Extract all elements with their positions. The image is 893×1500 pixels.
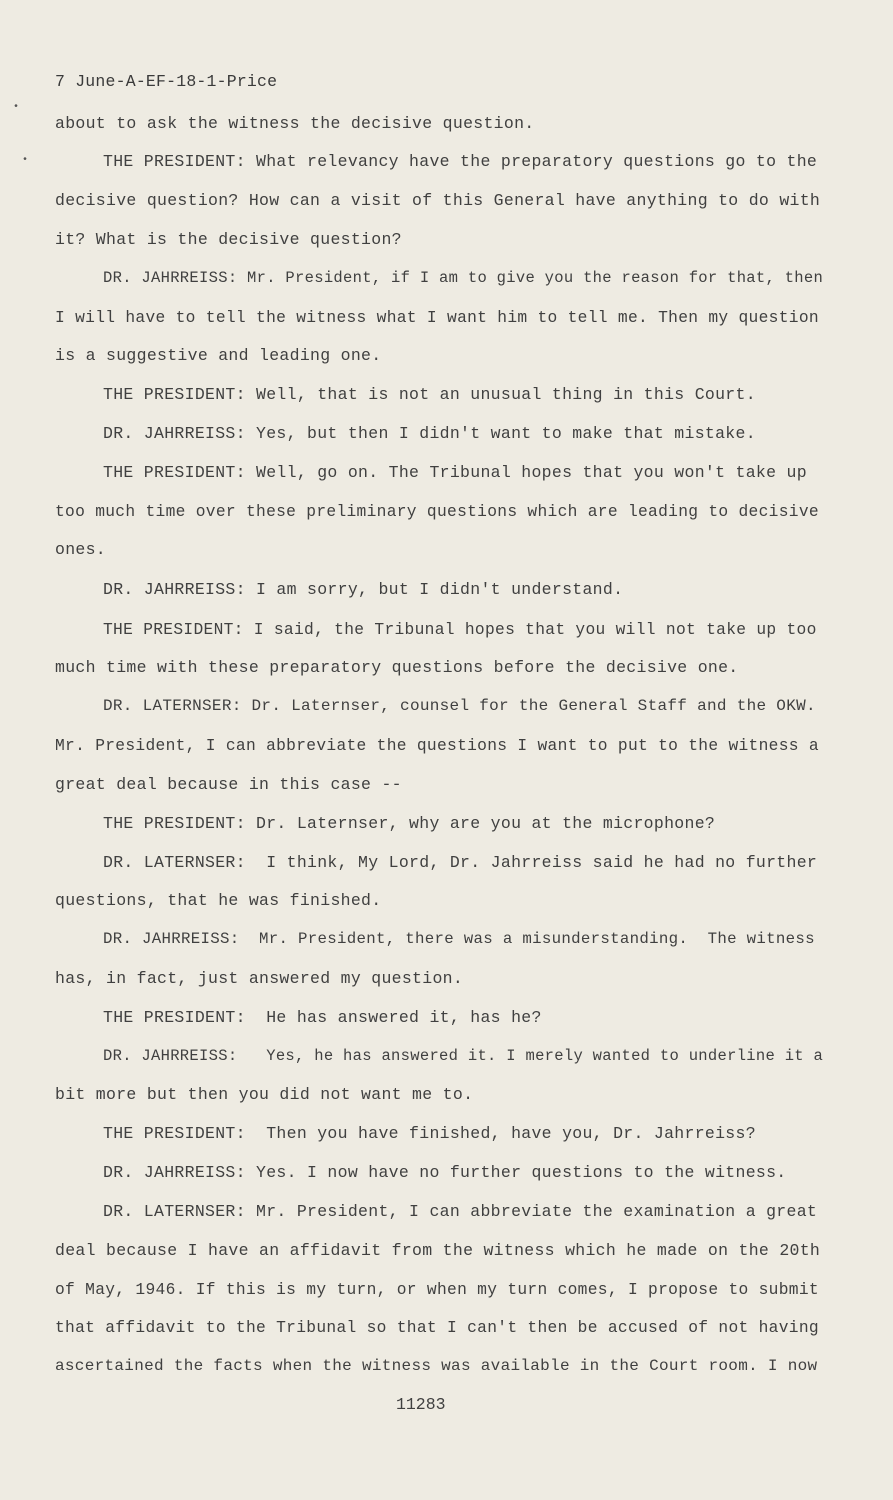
text-line: DR. JAHRREISS: Mr. President, if I am to give you the reason for that, then — [103, 269, 824, 287]
text-line: DR. JAHRREISS: Yes. I now have no further questions to the witness. — [103, 1163, 787, 1182]
text-line: DR. LATERNSER: Dr. Laternser, counsel for the General Staff and the OKW. — [103, 697, 816, 715]
text-line: deal because I have an affidavit from the witness which he made on the 20th — [55, 1241, 821, 1260]
text-line: DR. LATERNSER: I think, My Lord, Dr. Jahrreiss said he had no further — [103, 853, 818, 872]
text-line: decisive question? How can a visit of this General have anything to do with — [55, 191, 821, 210]
text-line: THE PRESIDENT: Well, that is not an unusual thing in this Court. — [103, 385, 756, 404]
text-line: THE PRESIDENT: Dr. Laternser, why are you at the microphone? — [103, 814, 716, 833]
text-line: great deal because in this case -- — [55, 775, 402, 794]
text-line: bit more but then you did not want me to. — [55, 1085, 474, 1104]
text-line: DR. JAHRREISS: Yes, he has answered it. I merely wanted to underline it a — [103, 1047, 824, 1065]
text-line: has, in fact, just answered my question. — [55, 969, 464, 988]
text-line: is a suggestive and leading one. — [55, 346, 382, 365]
text-line: THE PRESIDENT: What relevancy have the preparatory questions go to the — [103, 152, 818, 171]
text-line: about to ask the witness the decisive question. — [55, 114, 535, 133]
text-line: that affidavit to the Tribunal so that I can't then be accused of not having — [55, 1318, 819, 1337]
text-line: DR. JAHRREISS: Mr. President, there was a misunderstanding. The witness — [103, 930, 815, 948]
page-header: 7 June-A-EF-18-1-Price — [55, 72, 278, 91]
text-line: questions, that he was finished. — [55, 891, 382, 910]
text-line: DR. JAHRREISS: I am sorry, but I didn't understand. — [103, 580, 624, 599]
text-line: THE PRESIDENT: Then you have finished, have you, Dr. Jahrreiss? — [103, 1124, 756, 1143]
text-line: it? What is the decisive question? — [55, 230, 402, 249]
text-line: ones. — [55, 540, 107, 559]
text-line: THE PRESIDENT: Well, go on. The Tribunal hopes that you won't take up — [103, 463, 807, 482]
text-line: ascertained the facts when the witness was available in the Court room. I now — [55, 1357, 818, 1375]
text-line: I will have to tell the witness what I want him to tell me. Then my question — [55, 308, 819, 327]
text-line: DR. JAHRREISS: Yes, but then I didn't want to make that mistake. — [103, 424, 756, 443]
text-line: Mr. President, I can abbreviate the questions I want to put to the witness a — [55, 736, 819, 755]
text-line: DR. LATERNSER: Mr. President, I can abbreviate the examination a great — [103, 1202, 818, 1221]
text-line: of May, 1946. If this is my turn, or when my turn comes, I propose to submit — [55, 1280, 819, 1299]
text-line: THE PRESIDENT: I said, the Tribunal hopes that you will not take up too — [103, 620, 817, 639]
text-line: too much time over these preliminary questions which are leading to decisive — [55, 502, 819, 521]
margin-mark: • — [13, 102, 20, 113]
text-line: THE PRESIDENT: He has answered it, has he? — [103, 1008, 542, 1027]
margin-mark: • — [22, 155, 29, 166]
text-line: much time with these preparatory questions before the decisive one. — [55, 658, 739, 677]
page-number: 11283 — [396, 1395, 446, 1414]
